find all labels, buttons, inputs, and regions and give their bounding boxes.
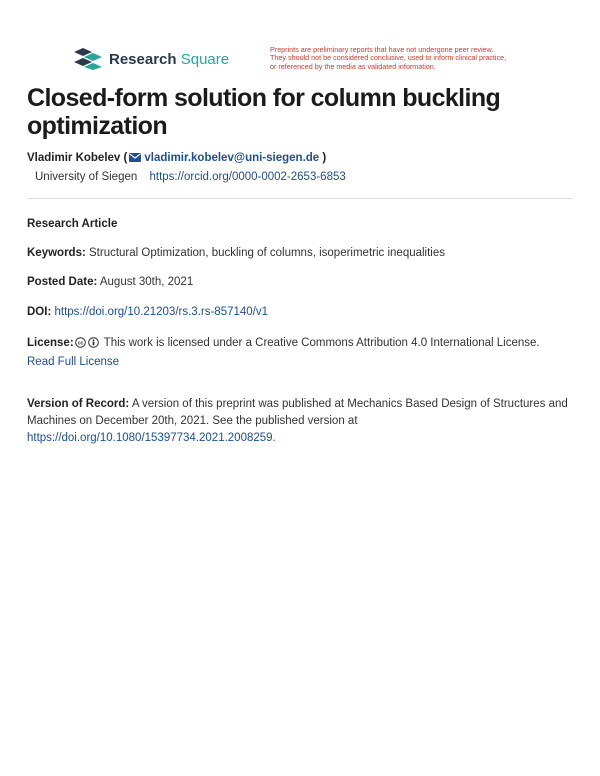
orcid-link[interactable]: https://orcid.org/0000-0002-2653-6853 <box>149 171 346 183</box>
author-name: Vladimir Kobelev <box>27 152 121 164</box>
paren-close: ) <box>322 152 327 164</box>
research-square-logo-icon <box>74 48 102 70</box>
svg-text:cc: cc <box>77 340 83 347</box>
version-of-record-link[interactable]: https://doi.org/10.1080/15397734.2021.2008259. <box>27 432 276 444</box>
posted-date-label: Posted Date: <box>27 276 98 288</box>
version-of-record-text-1: A version of this preprint was published at Mechanics Based Design of Structures and <box>131 398 568 410</box>
keywords-row <box>27 247 577 259</box>
research-square-logo[interactable] <box>74 48 229 70</box>
license-row <box>27 335 577 371</box>
disclaimer-line-3: or referenced by the media as validated information. <box>270 61 436 71</box>
author-affiliation: University of Siegen <box>35 171 138 183</box>
author-email-link[interactable]: vladimir.kobelev@uni-siegen.de <box>144 152 320 164</box>
article-type <box>27 218 577 230</box>
keywords-value: Structural Optimization, buckling of columns, isoperimetric inequalities <box>89 247 446 259</box>
posted-date-value: August 30th, 2021 <box>99 276 194 288</box>
keywords-label: Keywords: <box>27 247 86 259</box>
article-type-label: Research Article <box>27 218 118 230</box>
affiliation-line <box>35 171 346 183</box>
header-divider <box>27 198 573 199</box>
envelope-icon <box>129 153 141 165</box>
version-of-record-label: Version of Record: <box>27 398 130 410</box>
posted-date-row <box>27 276 577 288</box>
preprint-disclaimer <box>270 46 570 71</box>
by-icon <box>88 337 99 348</box>
license-text: This work is licensed under a Creative Commons Attribution 4.0 International License. <box>103 337 540 349</box>
version-of-record-text-2: Machines on December 20th, 2021. See the published version at <box>27 415 358 427</box>
read-full-license-link[interactable]: Read Full License <box>27 356 120 368</box>
logo-word-research: Research <box>109 50 177 68</box>
license-label: License: <box>27 337 74 349</box>
disclaimer-line-2: They should not be considered conclusive, used to inform clinical practice, <box>270 53 507 63</box>
cc-icon <box>75 337 86 348</box>
doi-label: DOI: <box>27 306 52 318</box>
doi-link[interactable]: https://doi.org/10.21203/rs.3.rs-857140/v1 <box>54 306 269 318</box>
disclaimer-line-1: Preprints are preliminary reports that have not undergone peer review. <box>270 45 494 54</box>
paper-title: Closed-form solution for column buckling optimization <box>27 84 501 140</box>
paren-open: ( <box>123 152 128 164</box>
version-of-record-row <box>27 396 577 447</box>
license-icons <box>75 337 99 354</box>
logo-wordmark <box>109 51 229 68</box>
doi-row <box>27 306 577 318</box>
logo-word-square: Square <box>180 50 230 68</box>
author-line <box>27 152 326 165</box>
